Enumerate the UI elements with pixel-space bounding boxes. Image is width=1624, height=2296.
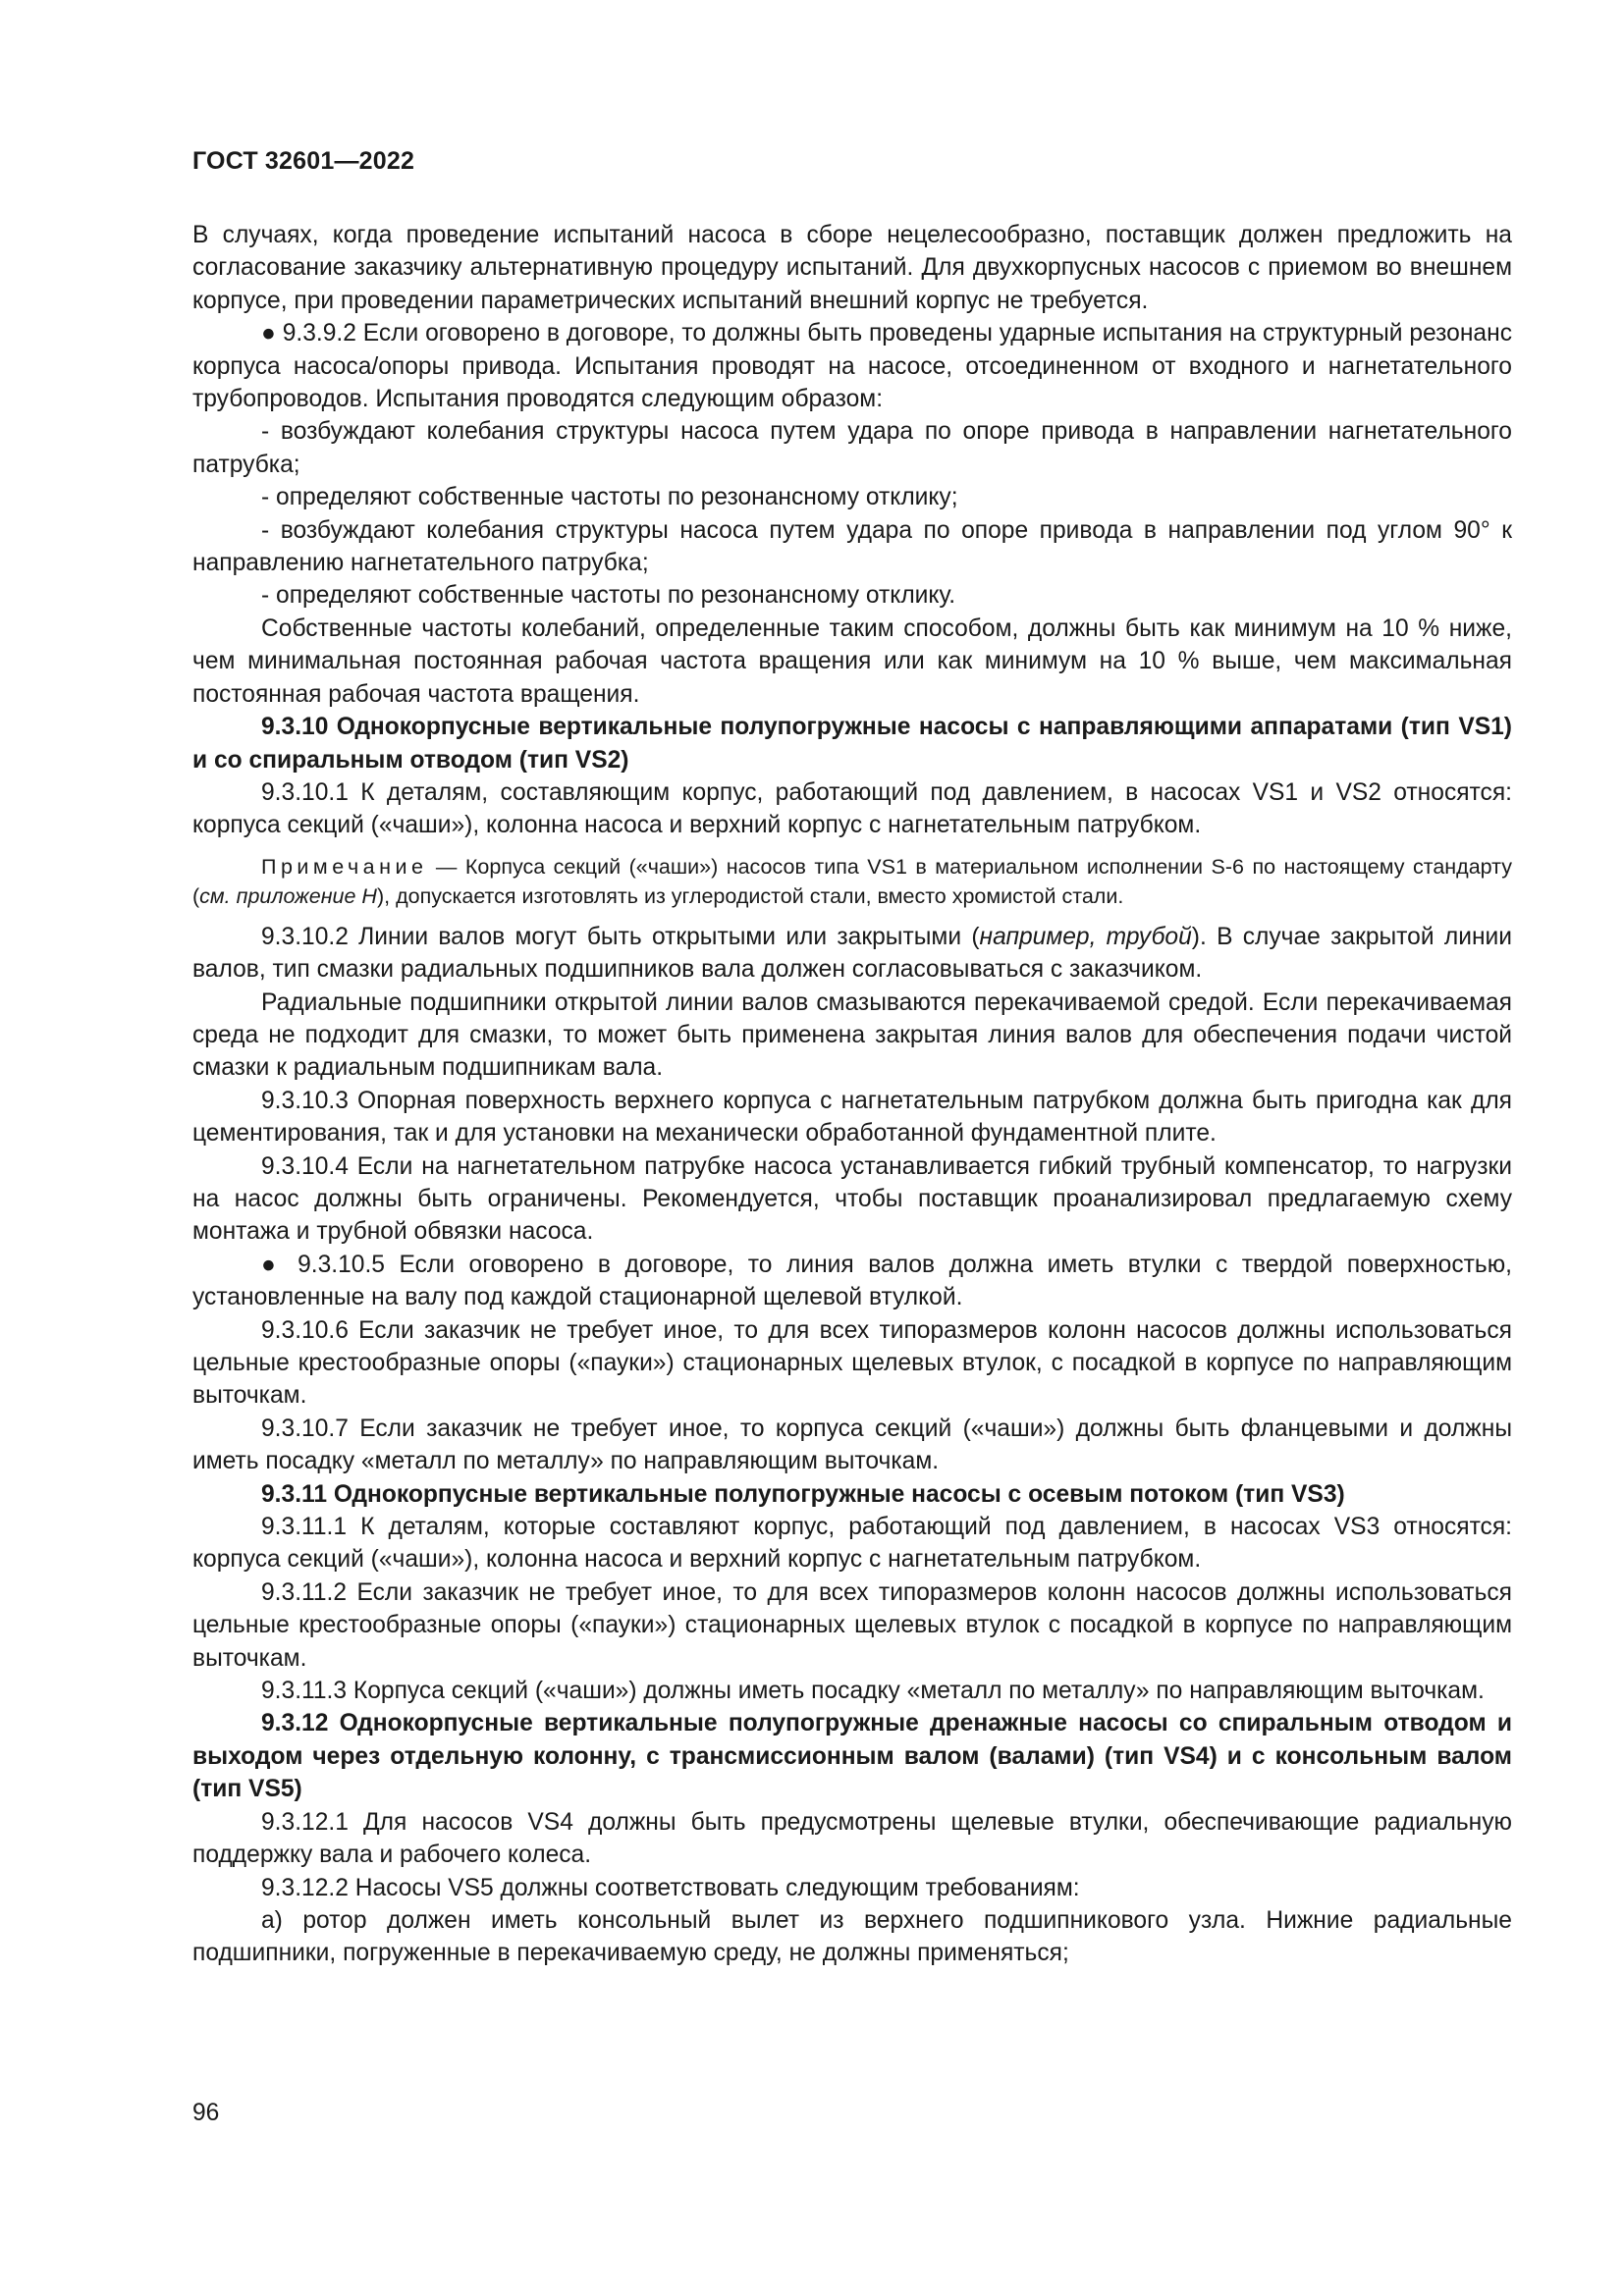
paragraph: В случаях, когда проведение испытаний насоса в сборе нецелесообразно, поставщик должен предложить на согласование заказчику альтернативную процедуру испытаний. Для двухкорпусных насосов с приемом во внешнем корпусе, при проведении параметрических испытаний внешний корпус не требуется. <box>192 222 1512 314</box>
note-text-end: ), допускается изготовлять из углеродистой стали, вместо хромистой стали. <box>376 883 1124 908</box>
paragraph-9-3-10-1: 9.3.10.1 К деталям, составляющим корпус, работающий под давлением, в насосах VS1 и VS2 относятся: корпуса секций («чаши»), колонна насоса и верхний корпус с нагнетательным патрубком. <box>192 778 1512 839</box>
list-item-a: а) ротор должен иметь консольный вылет из верхнего подшипникового узла. Нижние радиальные подшипники, погруженные в перекачиваемую среду, не должны применяться; <box>192 1906 1512 1967</box>
page-number: 96 <box>192 2100 220 2126</box>
paragraph-9-3-9-2: ● 9.3.9.2 Если оговорено в договоре, то должны быть проведены ударные испытания на структурный резонанс корпуса насоса/опоры привода. Испытания проводят на насосе, отсоединенном от входного и нагнетательного трубопроводов. Испытания проводятся следующим образом: <box>192 320 1512 413</box>
paragraph-italic: например, трубой <box>979 923 1192 950</box>
note-label: Примечание <box>261 854 428 879</box>
section-heading-9-3-11: 9.3.11 Однокорпусные вертикальные полупогружные насосы с осевым потоком (тип VS3) <box>261 1480 1345 1508</box>
paragraph: Собственные частоты колебаний, определенные таким способом, должны быть как минимум на 10 % ниже, чем минимальная постоянная рабочая частота вращения или как минимум на 10 % выше, чем максимальная постоянная рабочая частота вращения. <box>192 614 1512 708</box>
document-body <box>192 219 1512 1970</box>
paragraph-9-3-11-1: 9.3.11.1 К деталям, которые составляют корпус, работающий под давлением, в насосах VS3 относятся: корпуса секций («чаши»), колонна насоса и верхний корпус с нагнетательным патрубком. <box>192 1514 1512 1574</box>
paragraph-9-3-10-3: 9.3.10.3 Опорная поверхность верхнего корпуса с нагнетательным патрубком должна быть пригодна как для цементирования, так и для установки на механически обработанной фундаментной плите. <box>192 1087 1512 1148</box>
standard-code-header: ГОСТ 32601—2022 <box>192 147 415 175</box>
paragraph-9-3-11-2: 9.3.11.2 Если заказчик не требует иное, то для всех типоразмеров колонн насосов должны использоваться цельные крестообразные опоры («пауки») стационарных щелевых втулок с посадкой в корпусе по направляющим выточкам. <box>192 1578 1512 1672</box>
list-item: - определяют собственные частоты по резонансному отклику. <box>261 582 956 610</box>
paragraph-9-3-10-6: 9.3.10.6 Если заказчик не требует иное, то для всех типоразмеров колонн насосов должны использоваться цельные крестообразные опоры («пауки») стационарных щелевых втулок, с посадкой в корпусе по направляющим выточкам. <box>192 1316 1512 1410</box>
note-reference: см. приложение Н <box>199 883 377 908</box>
paragraph-9-3-11-3: 9.3.11.3 Корпуса секций («чаши») должны иметь посадку «металл по металлу» по направляющим выточкам. <box>261 1678 1485 1705</box>
note-text: — Корпуса секций («чаши») насосов типа VS1 в материальном исполнении S-6 по настоящему стандарту ( <box>192 854 1512 908</box>
list-item: - определяют собственные частоты по резонансному отклику; <box>261 484 958 511</box>
section-heading-9-3-12: 9.3.12 Однокорпусные вертикальные полупогружные дренажные насосы со спиральным отводом и выходом через отдельную колонну, с трансмиссионным валом (валами) (тип VS4) и с консольным валом (тип VS5) <box>192 1710 1512 1803</box>
paragraph-9-3-10-2 <box>192 921 1512 987</box>
section-heading-9-3-10: 9.3.10 Однокорпусные вертикальные полупогружные насосы с направляющими аппаратами (тип VS1) и со спиральным отводом (тип VS2) <box>192 714 1512 774</box>
paragraph-text: 9.3.10.2 Линии валов могут быть открытыми или закрытыми ( <box>261 923 980 950</box>
list-item: - возбуждают колебания структуры насоса путем удара по опоре привода в направлении нагнетательного патрубка; <box>192 418 1512 478</box>
paragraph-9-3-12-2: 9.3.12.2 Насосы VS5 должны соответствовать следующим требованиям: <box>261 1874 1080 1901</box>
paragraph-9-3-12-1: 9.3.12.1 Для насосов VS4 должны быть предусмотрены щелевые втулки, обеспечивающие радиальную поддержку вала и рабочего колеса. <box>192 1808 1512 1869</box>
paragraph-9-3-10-5: ● 9.3.10.5 Если оговорено в договоре, то линия валов должна иметь втулки с твердой поверхностью, установленные на валу под каждой стационарной щелевой втулкой. <box>192 1251 1512 1311</box>
paragraph-9-3-10-7: 9.3.10.7 Если заказчик не требует иное, то корпуса секций («чаши») должны быть фланцевыми и должны иметь посадку «металл по металлу» по направляющим выточкам. <box>192 1415 1512 1475</box>
list-item: - возбуждают колебания структуры насоса путем удара по опоре привода в направлении под углом 90° к направлению нагнетательного патрубка; <box>192 516 1512 577</box>
paragraph: Радиальные подшипники открытой линии валов смазываются перекачиваемой средой. Если перекачиваемая среда не подходит для смазки, то может быть применена закрытая линия валов для обеспечения подачи чистой смазки к радиальным подшипникам вала. <box>192 988 1512 1082</box>
paragraph-text-end: ). В случае закрытой линии валов, тип смазки радиальных подшипников вала должен согласовываться с заказчиком. <box>192 923 1513 984</box>
paragraph-9-3-10-4: 9.3.10.4 Если на нагнетательном патрубке насоса устанавливается гибкий трубный компенсатор, то нагрузки на насос должны быть ограничены. Рекомендуется, чтобы поставщик проанализировал предлагаемую схему монтажа и трубной обвязки насоса. <box>192 1152 1512 1246</box>
note <box>192 852 1512 911</box>
